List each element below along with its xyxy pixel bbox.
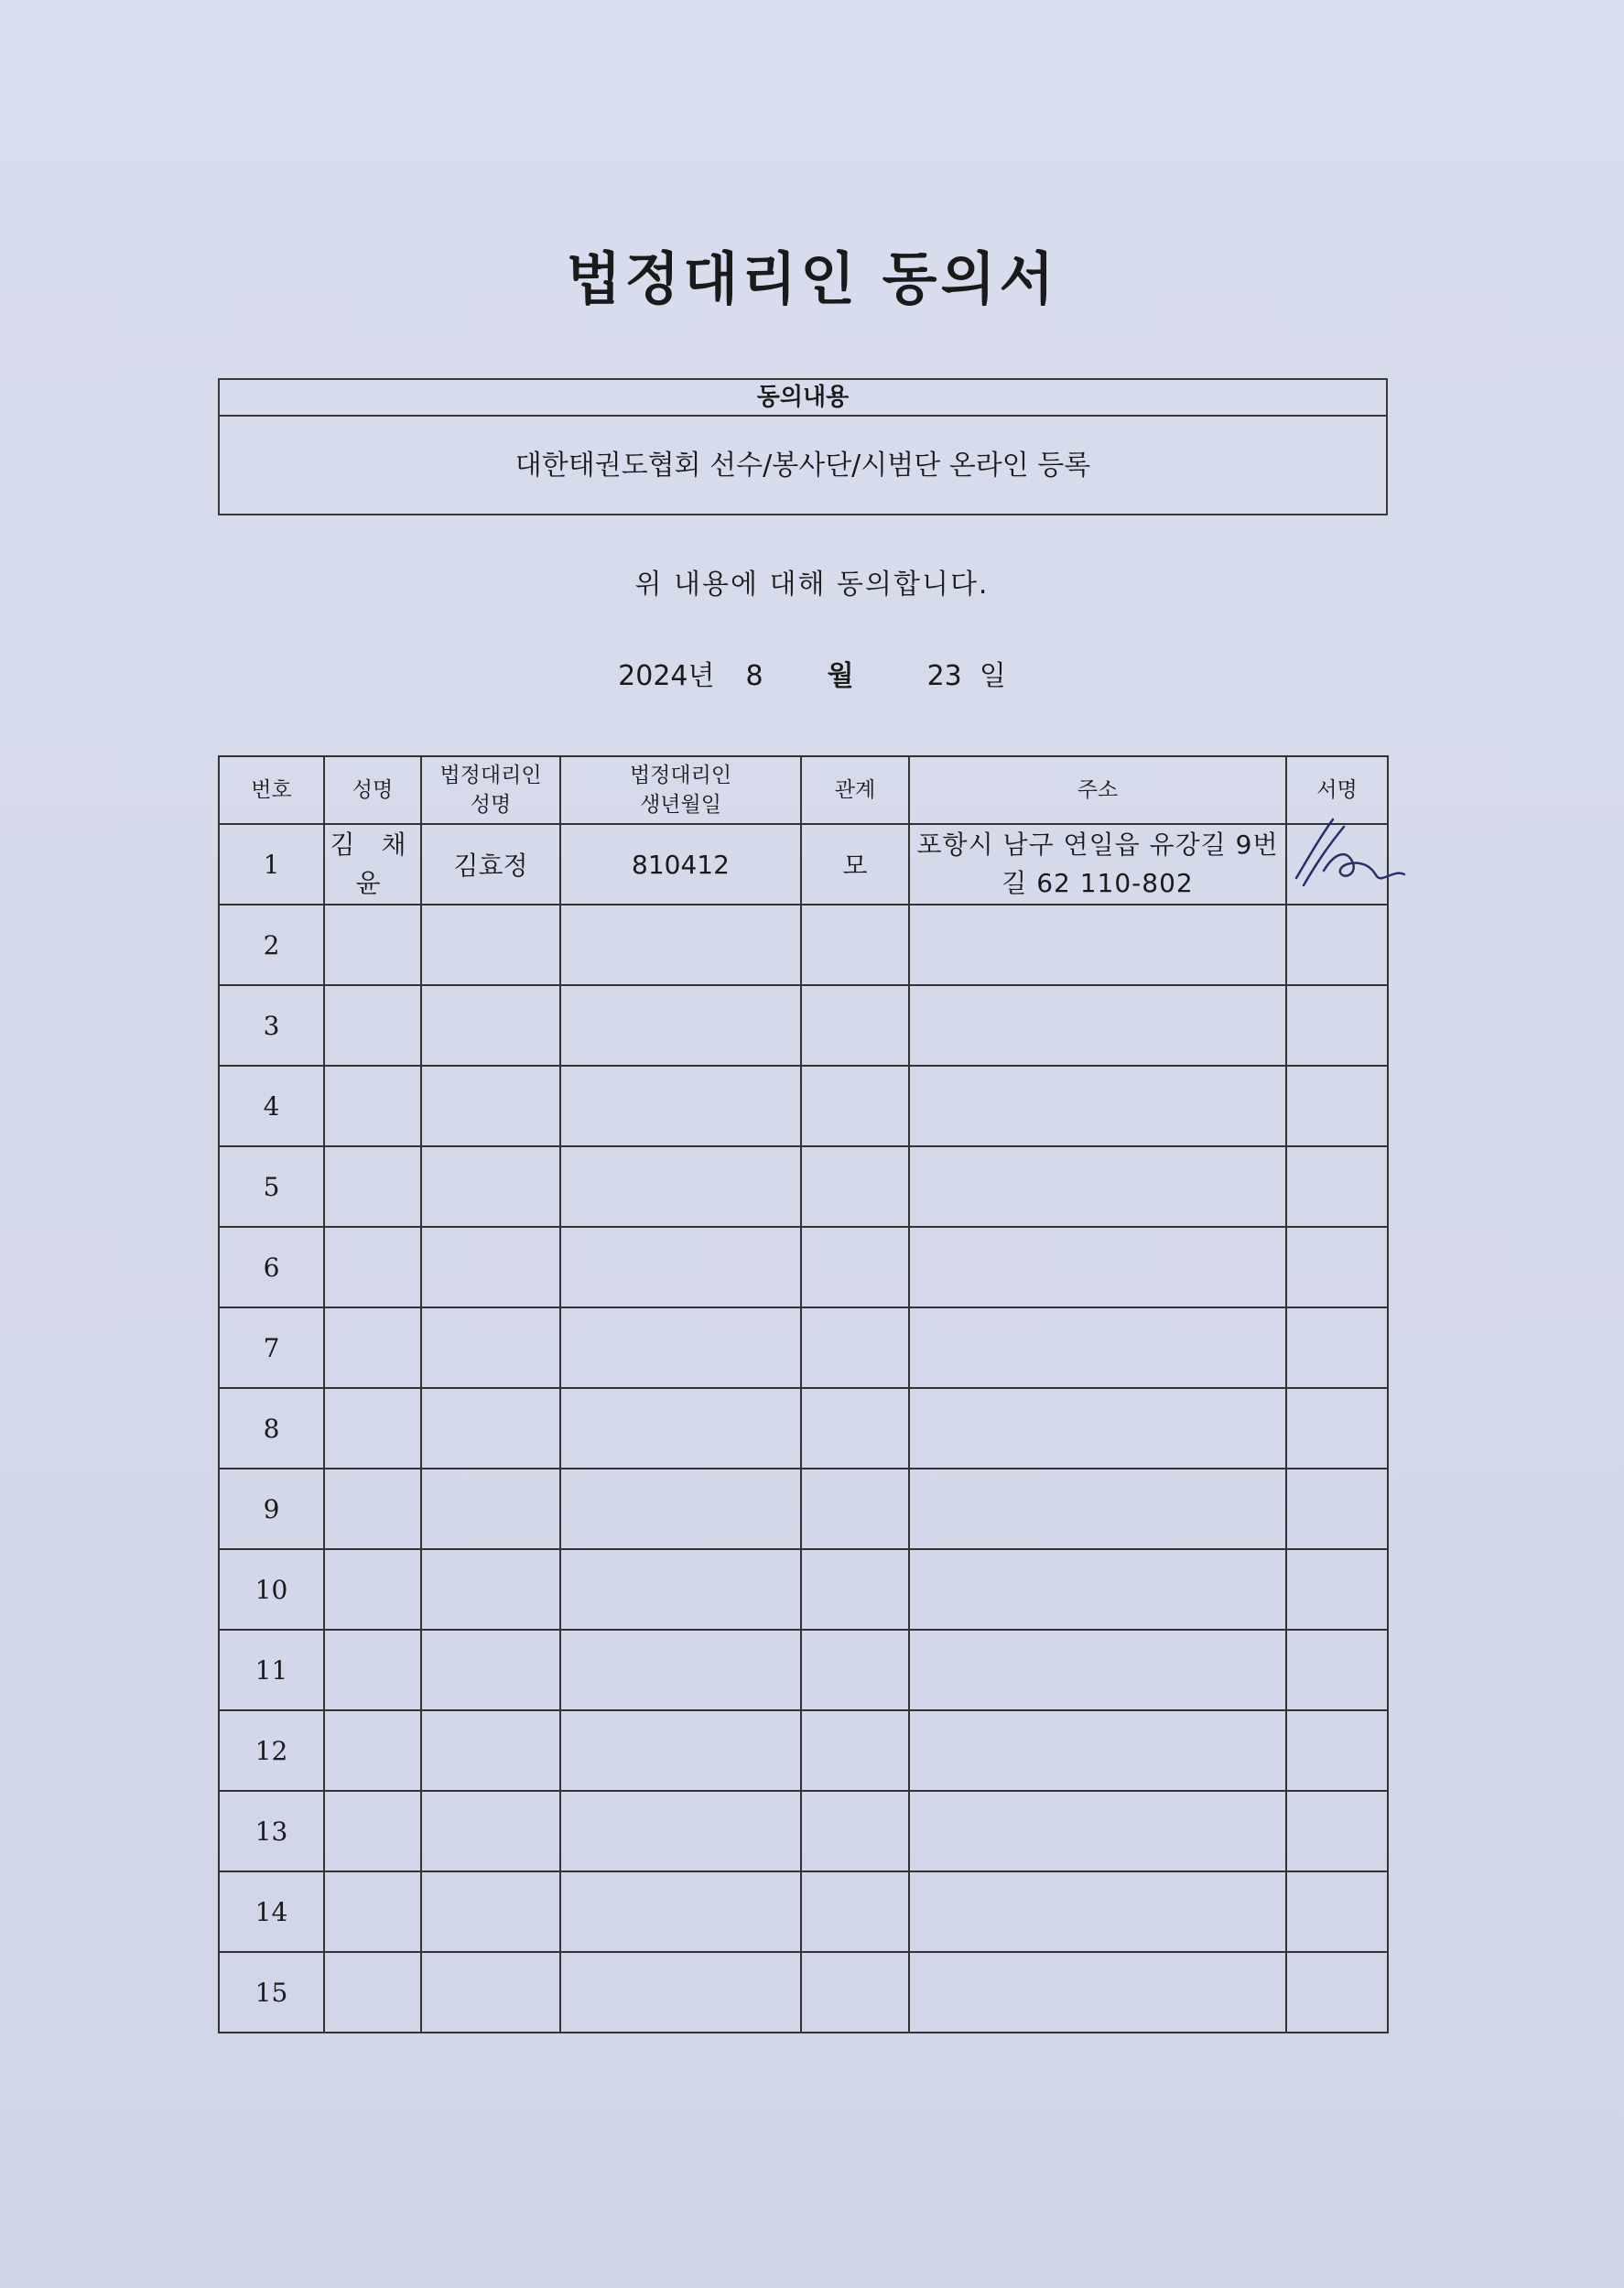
cell-address: [909, 1469, 1286, 1549]
consent-box: [218, 378, 1388, 515]
cell-guardian-name: [421, 905, 560, 985]
cell-address: [909, 1710, 1286, 1791]
cell-name: [324, 1549, 421, 1630]
cell-guardian-name: 김효정: [421, 824, 560, 905]
table-row: [219, 824, 1388, 905]
cell-no: 14: [219, 1871, 324, 1952]
cell-address: [909, 1549, 1286, 1630]
cell-name: [324, 1630, 421, 1710]
cell-address: [909, 1146, 1286, 1227]
table-row: [219, 1388, 1388, 1469]
cell-relation: [801, 1952, 909, 2033]
cell-signature: [1286, 1388, 1388, 1469]
cell-guardian-name: [421, 1549, 560, 1630]
table-row: [219, 1630, 1388, 1710]
cell-name: [324, 1469, 421, 1549]
cell-signature: [1286, 1066, 1388, 1146]
cell-guardian-birth: [560, 1307, 801, 1388]
cell-name: [324, 905, 421, 985]
cell-guardian-name: [421, 1952, 560, 2033]
table-row: [219, 1307, 1388, 1388]
cell-no: 10: [219, 1549, 324, 1630]
cell-relation: [801, 1388, 909, 1469]
cell-signature: [1286, 1549, 1388, 1630]
cell-relation: [801, 1469, 909, 1549]
cell-relation: [801, 1791, 909, 1871]
table-row: [219, 1066, 1388, 1146]
cell-relation: [801, 905, 909, 985]
table-row: [219, 1146, 1388, 1227]
table-header-row: [219, 756, 1388, 824]
cell-guardian-birth: [560, 985, 801, 1066]
consent-content: 대한태권도협회 선수/봉사단/시범단 온라인 등록: [514, 450, 1091, 482]
date-day-label: 일: [979, 660, 1006, 692]
cell-relation: [801, 1630, 909, 1710]
date-month-label: 월: [827, 660, 854, 692]
consent-header: 동의내용: [220, 380, 1386, 417]
cell-guardian-birth: [560, 1146, 801, 1227]
cell-guardian-name: [421, 1791, 560, 1871]
table-row: [219, 1469, 1388, 1549]
signature-mark: [1287, 807, 1434, 907]
cell-relation: [801, 985, 909, 1066]
cell-relation: [801, 1710, 909, 1791]
cell-no: 13: [219, 1791, 324, 1871]
cell-address: [909, 1227, 1286, 1307]
cell-guardian-birth: [560, 1630, 801, 1710]
cell-guardian-name: [421, 1630, 560, 1710]
cell-guardian-name: [421, 985, 560, 1066]
cell-address: [909, 1307, 1286, 1388]
cell-relation: [801, 1307, 909, 1388]
date-day: 23: [926, 660, 962, 692]
cell-name: [324, 1146, 421, 1227]
cell-no: 7: [219, 1307, 324, 1388]
cell-name: [324, 985, 421, 1066]
cell-no: 1: [219, 824, 324, 905]
cell-name: [324, 1710, 421, 1791]
cell-signature: [1286, 1307, 1388, 1388]
cell-address: [909, 1791, 1286, 1871]
cell-guardian-birth: 810412: [560, 824, 801, 905]
cell-relation: [801, 1871, 909, 1952]
cell-no: 6: [219, 1227, 324, 1307]
date-month: 8: [745, 660, 763, 692]
cell-guardian-name: [421, 1710, 560, 1791]
cell-name: [324, 1791, 421, 1871]
cell-guardian-birth: [560, 905, 801, 985]
cell-guardian-name: [421, 1146, 560, 1227]
table-row: [219, 1227, 1388, 1307]
cell-signature: [1286, 985, 1388, 1066]
date-year: 2024년: [618, 660, 715, 692]
agree-statement: 위 내용에 대해 동의합니다.: [634, 569, 990, 601]
cell-signature: [1286, 1952, 1388, 2033]
cell-signature: [1286, 1630, 1388, 1710]
cell-guardian-name: [421, 1066, 560, 1146]
cell-guardian-birth: [560, 1066, 801, 1146]
cell-guardian-name: [421, 1388, 560, 1469]
cell-guardian-birth: [560, 1871, 801, 1952]
table-row: [219, 985, 1388, 1066]
cell-guardian-name: [421, 1871, 560, 1952]
cell-guardian-birth: [560, 1469, 801, 1549]
cell-signature: [1286, 824, 1388, 905]
cell-signature: [1286, 1791, 1388, 1871]
cell-address: [909, 1066, 1286, 1146]
table-row: [219, 1871, 1388, 1952]
cell-name: [324, 1307, 421, 1388]
cell-name: 김 채 윤: [324, 824, 421, 905]
header-name: 성명: [324, 756, 421, 824]
date-line: [0, 653, 1624, 693]
cell-address: [909, 985, 1286, 1066]
cell-signature: [1286, 905, 1388, 985]
cell-guardian-birth: [560, 1549, 801, 1630]
table-row: [219, 1549, 1388, 1630]
cell-relation: [801, 1066, 909, 1146]
cell-signature: [1286, 1227, 1388, 1307]
table-row: [219, 1791, 1388, 1871]
cell-no: 15: [219, 1952, 324, 2033]
cell-no: 8: [219, 1388, 324, 1469]
cell-name: [324, 1388, 421, 1469]
cell-relation: [801, 1549, 909, 1630]
cell-guardian-birth: [560, 1227, 801, 1307]
cell-guardian-name: [421, 1307, 560, 1388]
cell-no: 4: [219, 1066, 324, 1146]
cell-name: [324, 1227, 421, 1307]
cell-guardian-birth: [560, 1710, 801, 1791]
cell-no: 5: [219, 1146, 324, 1227]
cell-signature: [1286, 1469, 1388, 1549]
header-signature: 서명: [1286, 756, 1388, 824]
cell-relation: [801, 1227, 909, 1307]
table-row: [219, 1952, 1388, 2033]
cell-guardian-name: [421, 1469, 560, 1549]
table-row: [219, 905, 1388, 985]
cell-relation: [801, 1146, 909, 1227]
cell-address: 포항시 남구 연일읍 유강길 9번길 62 110-802: [909, 824, 1286, 905]
cell-address: [909, 905, 1286, 985]
cell-no: 12: [219, 1710, 324, 1791]
cell-name: [324, 1066, 421, 1146]
header-guardian-birth: 법정대리인 생년월일: [560, 756, 801, 824]
cell-name: [324, 1871, 421, 1952]
cell-signature: [1286, 1146, 1388, 1227]
header-relation: 관계: [801, 756, 909, 824]
cell-no: 2: [219, 905, 324, 985]
cell-address: [909, 1630, 1286, 1710]
cell-guardian-birth: [560, 1791, 801, 1871]
cell-no: 3: [219, 985, 324, 1066]
cell-no: 9: [219, 1469, 324, 1549]
cell-no: 11: [219, 1630, 324, 1710]
cell-signature: [1286, 1871, 1388, 1952]
guardian-table: [218, 755, 1389, 2033]
cell-address: [909, 1871, 1286, 1952]
header-guardian-name: 법정대리인 성명: [421, 756, 560, 824]
cell-name: [324, 1952, 421, 2033]
header-no: 번호: [219, 756, 324, 824]
document-title: 법정대리인 동의서: [566, 245, 1058, 312]
cell-address: [909, 1952, 1286, 2033]
cell-relation: 모: [801, 824, 909, 905]
table-row: [219, 1710, 1388, 1791]
cell-address: [909, 1388, 1286, 1469]
cell-signature: [1286, 1710, 1388, 1791]
cell-guardian-name: [421, 1227, 560, 1307]
cell-guardian-birth: [560, 1388, 801, 1469]
header-address: 주소: [909, 756, 1286, 824]
cell-guardian-birth: [560, 1952, 801, 2033]
